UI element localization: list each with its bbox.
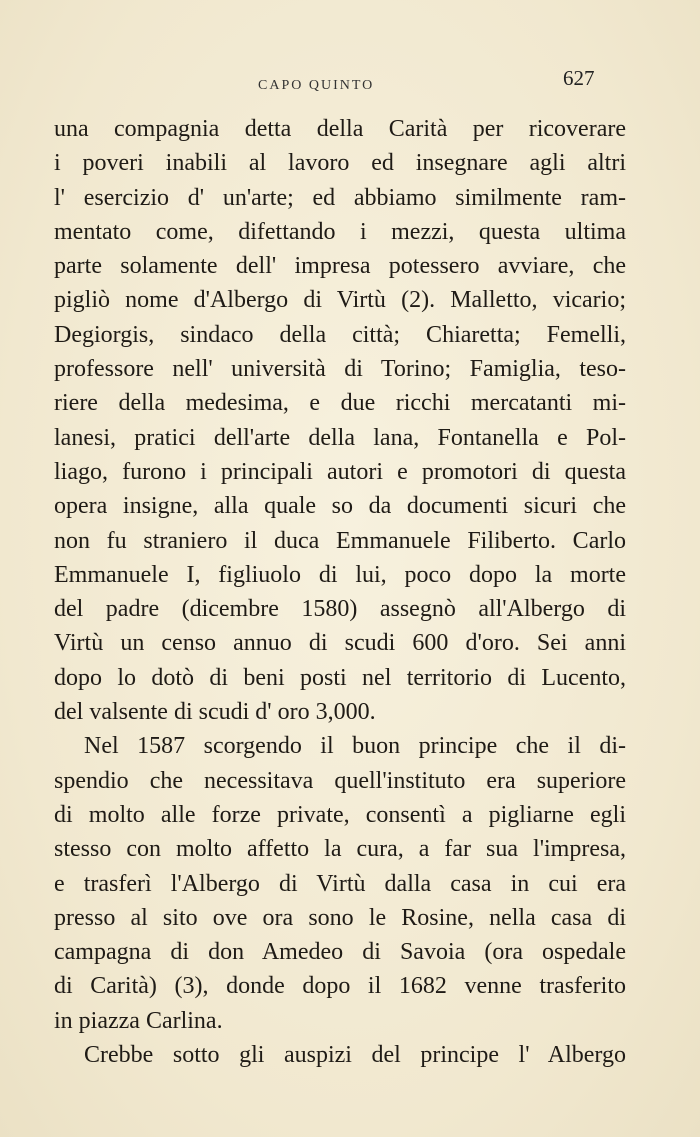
text-line: lanesi, pratici dell'arte della lana, Fontanella e Pol- [54,424,626,451]
text-line: Crebbe sotto gli auspizi del principe l' Albergo [84,1042,626,1069]
text-line: opera insigne, alla quale so da documenti sicuri che [54,493,626,520]
text-line: del valsente di scudi d' oro 3,000. [54,699,376,726]
page-number: 627 [563,66,595,90]
paragraph [54,1038,626,1072]
body-text [54,112,626,1072]
text-line: e trasferì l'Albergo di Virtù dalla casa in cui era [54,870,626,897]
text-line: professore nell' università di Torino; Famiglia, teso- [54,356,626,383]
text-line: Nel 1587 scorgendo il buon principe che il di- [84,733,626,760]
text-line: in piazza Carlina. [54,1007,223,1034]
text-line: l' esercizio d' un'arte; ed abbiamo similmente ram- [54,184,626,211]
paragraph [54,112,626,729]
text-line: una compagnia detta della Carità per ricoverare [54,116,626,142]
running-head: CAPO QUINTO [258,78,375,93]
page-header [0,66,700,96]
text-line: stesso con molto affetto la cura, a far sua l'impresa, [54,836,626,863]
text-line: i poveri inabili al lavoro ed insegnare agli altri [54,150,626,177]
text-line: campagna di don Amedeo di Savoia (ora ospedale [54,939,626,966]
text-line: del padre (dicembre 1580) assegnò all'Albergo di [54,596,626,623]
text-line: liago, furono i principali autori e promotori di questa [54,458,626,485]
text-line: pigliò nome d'Albergo di Virtù (2). Malletto, vicario; [54,287,626,314]
text-line: Virtù un censo annuo di scudi 600 d'oro. Sei anni [54,630,626,657]
text-line: non fu straniero il duca Emmanuele Filiberto. Carlo [54,527,626,554]
text-line: spendio che necessitava quell'instituto era superiore [54,767,626,794]
text-line: Emmanuele I, figliuolo di lui, poco dopo la morte [54,561,626,588]
text-line: riere della medesima, e due ricchi mercatanti mi- [54,390,626,417]
text-line: Degiorgis, sindaco della città; Chiaretta; Femelli, [54,321,626,348]
text-line: di Carità) (3), donde dopo il 1682 venne trasferito [54,973,626,1000]
text-line: presso al sito ove ora sono le Rosine, nella casa di [54,904,626,931]
text-line: dopo lo dotò di beni posti nel territorio di Lucento, [54,664,626,691]
text-line: parte solamente dell' impresa potessero avviare, che [54,253,626,280]
text-line: di molto alle forze private, consentì a pigliarne egli [54,801,626,828]
paragraph [54,729,626,1038]
text-line: mentato come, difettando i mezzi, questa ultima [54,218,626,245]
